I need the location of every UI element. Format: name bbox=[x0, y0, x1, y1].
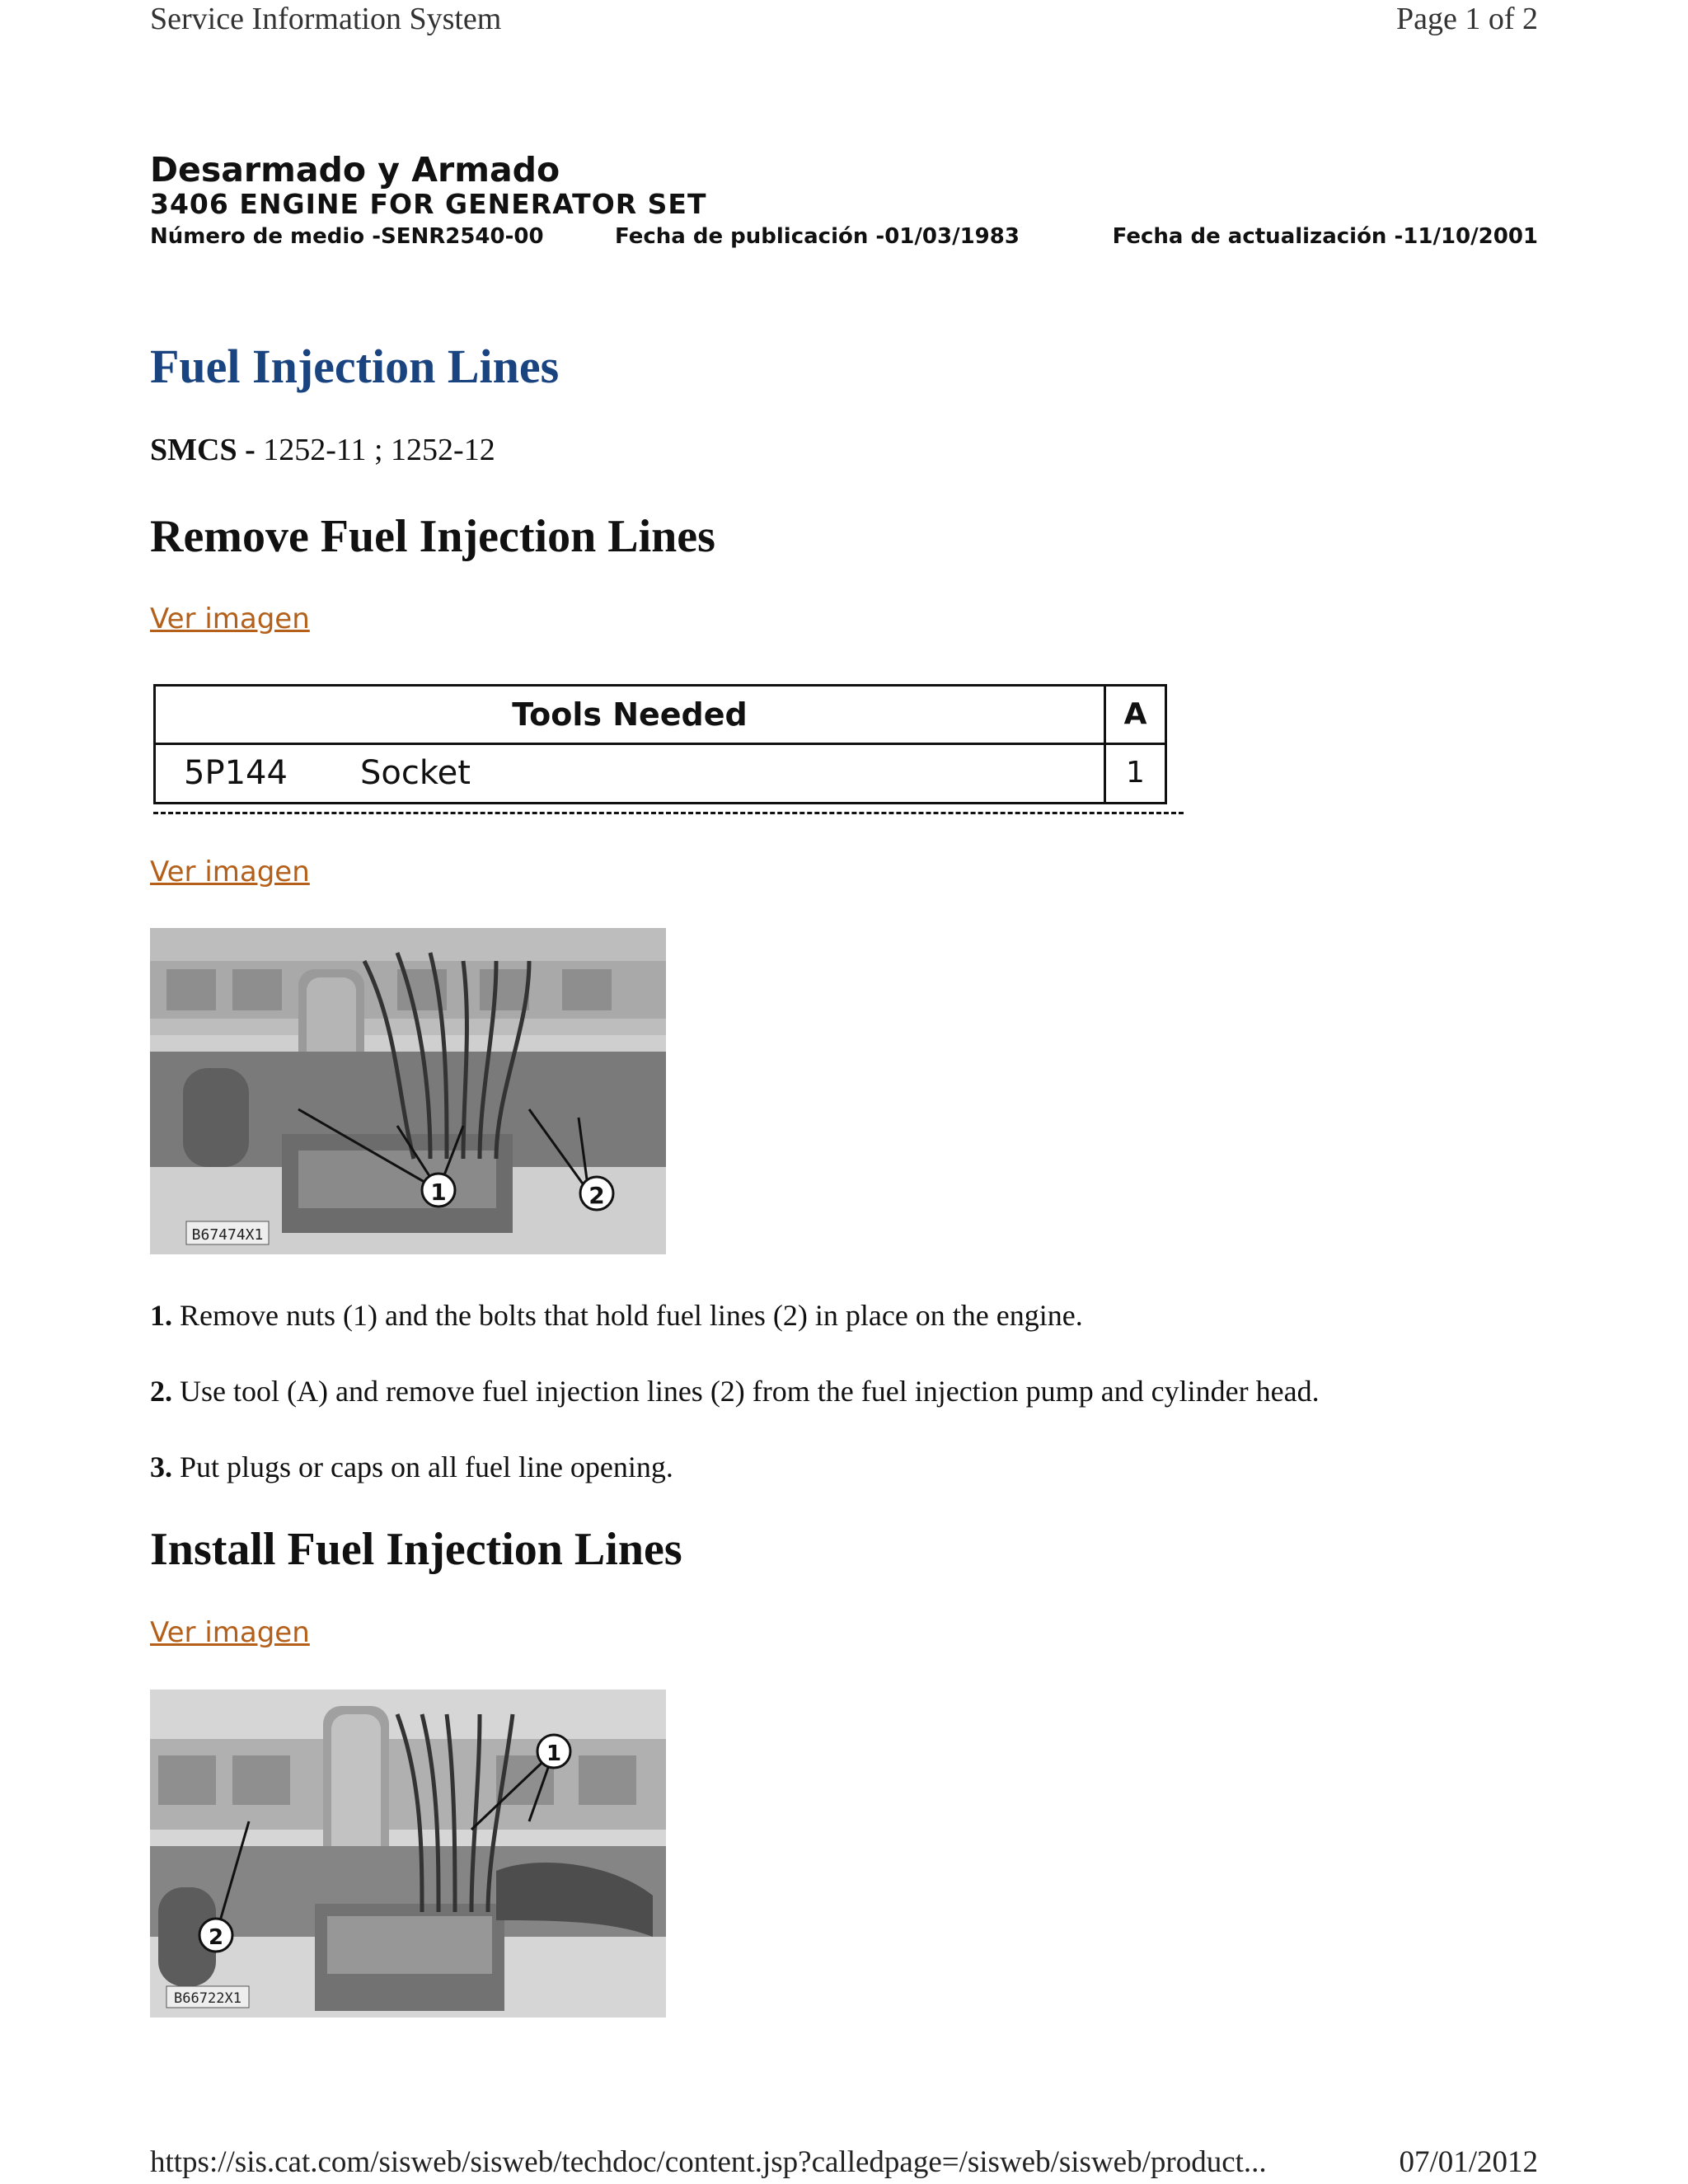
step-2-number: 2. bbox=[150, 1375, 172, 1408]
table-bottom-dash bbox=[153, 812, 1184, 814]
doc-title: Desarmado y Armado bbox=[150, 150, 560, 190]
step-1-text: Remove nuts (1) and the bolts that hold fuel lines (2) in place on the engine. bbox=[172, 1299, 1083, 1332]
tool-part-number: 5P144 bbox=[184, 754, 288, 792]
tools-table bbox=[153, 684, 1167, 804]
step-2 bbox=[150, 1371, 1320, 1411]
step-1 bbox=[150, 1296, 1083, 1335]
tool-quantity: 1 bbox=[1126, 756, 1145, 790]
media-number: Número de medio -SENR2540-00 bbox=[150, 224, 544, 249]
view-image-link-2[interactable]: Ver imagen bbox=[150, 855, 310, 888]
install-heading: Install Fuel Injection Lines bbox=[150, 1524, 682, 1575]
callout-1-remove: 1 bbox=[430, 1179, 447, 1206]
engine-photo-remove bbox=[150, 928, 666, 1254]
step-1-number: 1. bbox=[150, 1299, 172, 1332]
section-title: Fuel Injection Lines bbox=[150, 340, 560, 393]
footer-date: 07/01/2012 bbox=[1399, 2145, 1538, 2179]
tool-name: Socket bbox=[360, 754, 471, 792]
step-3 bbox=[150, 1447, 673, 1487]
publication-date: Fecha de publicación -01/03/1983 bbox=[615, 224, 1020, 249]
smcs-label: SMCS - bbox=[150, 433, 264, 467]
remove-heading: Remove Fuel Injection Lines bbox=[150, 511, 715, 562]
view-image-link-1[interactable]: Ver imagen bbox=[150, 602, 310, 635]
header-left: Service Information System bbox=[150, 2, 502, 36]
figure-code-remove: B67474X1 bbox=[191, 1226, 264, 1244]
step-3-text: Put plugs or caps on all fuel line opening. bbox=[172, 1451, 673, 1483]
engine-photo-remove-drawing bbox=[150, 928, 666, 1254]
update-date: Fecha de actualización -11/10/2001 bbox=[1112, 224, 1538, 249]
view-image-link-3[interactable]: Ver imagen bbox=[150, 1616, 310, 1649]
smcs-line bbox=[150, 429, 495, 471]
step-3-number: 3. bbox=[150, 1451, 172, 1483]
step-2-text: Use tool (A) and remove fuel injection lines (2) from the fuel injection pump and cylinder head. bbox=[172, 1375, 1320, 1408]
doc-subtitle: 3406 ENGINE FOR GENERATOR SET bbox=[150, 188, 707, 220]
page-number: Page 1 of 2 bbox=[1395, 2, 1538, 36]
engine-photo-install bbox=[150, 1690, 666, 2018]
callout-2-remove: 2 bbox=[588, 1182, 605, 1209]
smcs-value: 1252-11 ; 1252-12 bbox=[263, 433, 495, 467]
engine-photo-install-drawing bbox=[150, 1690, 666, 2018]
callout-1-install: 1 bbox=[546, 1741, 562, 1766]
callout-2-install: 2 bbox=[208, 1925, 224, 1950]
tools-needed-header: Tools Needed bbox=[512, 696, 748, 733]
figure-code-install: B66722X1 bbox=[174, 1990, 241, 2007]
tool-column-a-header: A bbox=[1123, 697, 1147, 731]
footer-url: https://sis.cat.com/sisweb/sisweb/techdoc/content.jsp?calledpage=/sisweb/sisweb/product... bbox=[150, 2145, 1267, 2179]
